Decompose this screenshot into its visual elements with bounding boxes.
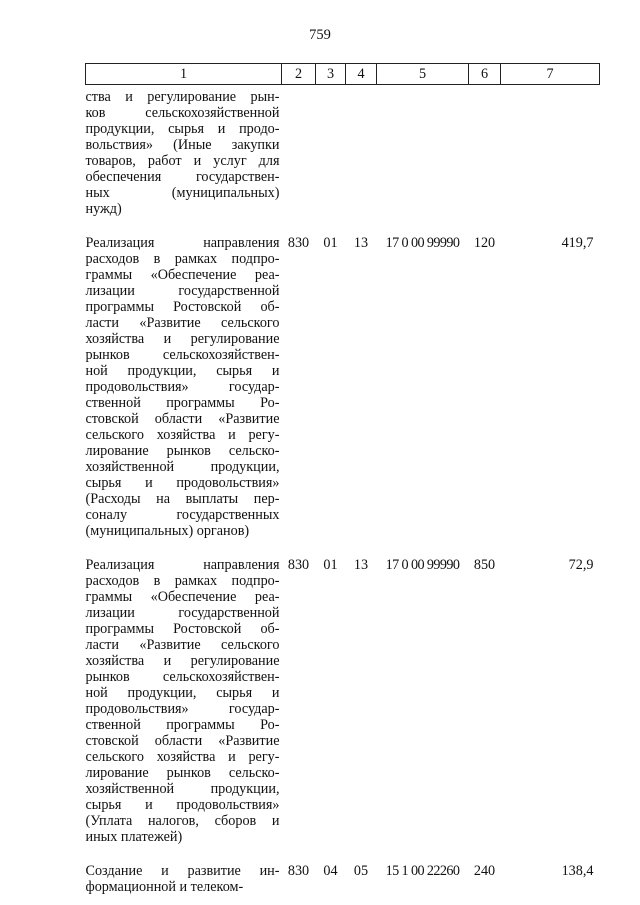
table-row xyxy=(86,227,600,549)
description-line: программы Ростовской об- xyxy=(85,621,280,637)
table-header-row xyxy=(86,64,600,85)
description-line: вольствия» (Иные закупки xyxy=(85,137,280,153)
description-line: сельского хозяйства и регу- xyxy=(85,749,280,765)
description-line: ков сельскохозяйственной xyxy=(85,105,280,121)
description-line: обеспечения государствен- xyxy=(85,169,280,185)
page-number: 759 xyxy=(309,27,331,43)
description-line: (Уплата налогов, сборов и xyxy=(85,813,280,829)
description-line: иных платежей) xyxy=(85,829,183,845)
budget-table xyxy=(85,63,600,905)
description-line: стовской области «Развитие xyxy=(85,411,280,427)
column-header-2: 2 xyxy=(282,64,316,85)
description-line: программы Ростовской об- xyxy=(85,299,280,315)
ministry-code: 830 xyxy=(287,235,310,251)
table-row-continued xyxy=(86,85,600,228)
table-row xyxy=(86,549,600,855)
description-line: Создание и развитие ин- xyxy=(85,863,280,879)
description-line: лирование рынков сельско- xyxy=(85,443,280,459)
description-line: хозяйственной продукции, xyxy=(85,781,280,797)
description-line: нужд) xyxy=(85,201,122,217)
section-code: 04 xyxy=(323,863,338,879)
description-line: продукции, сырья и продо- xyxy=(85,121,280,137)
description-line: расходов в рамках подпро- xyxy=(85,573,280,589)
section-code: 01 xyxy=(323,235,338,251)
description-line: хозяйственной продукции, xyxy=(85,459,280,475)
description-line: граммы «Обеспечение реа- xyxy=(85,267,280,283)
description-line: (муниципальных) органов) xyxy=(85,523,250,539)
amount: 138,4 xyxy=(561,863,594,879)
description-line: сырья и продовольствия» xyxy=(85,475,280,491)
ministry-code: 830 xyxy=(287,863,310,879)
description-line: продовольствия» государ- xyxy=(85,379,280,395)
expense-type-code: 120 xyxy=(473,235,496,251)
description-line: соналу государственных xyxy=(85,507,280,523)
subsection-code: 13 xyxy=(353,557,369,573)
column-header-3: 3 xyxy=(316,64,346,85)
description-line: продовольствия» государ- xyxy=(85,701,280,717)
description-line: лизации государственной xyxy=(85,605,280,621)
description-line: стовской области «Развитие xyxy=(85,733,280,749)
subsection-code: 05 xyxy=(353,863,369,879)
description-line: лизации государственной xyxy=(85,283,280,299)
column-header-1: 1 xyxy=(86,64,282,85)
description-line: Реализация направления xyxy=(85,235,280,251)
target-article-code: 17 0 00 99990 xyxy=(385,557,460,573)
expense-type-code: 850 xyxy=(473,557,496,573)
column-header-6: 6 xyxy=(469,64,501,85)
amount: 419,7 xyxy=(561,235,594,251)
amount: 72,9 xyxy=(568,557,594,573)
description-line: сельского хозяйства и регу- xyxy=(85,427,280,443)
row-description xyxy=(86,227,282,549)
description-line: ной продукции, сырья и xyxy=(85,363,280,379)
description-line: лирование рынков сельско- xyxy=(85,765,280,781)
expense-type-code: 240 xyxy=(473,863,496,879)
description-line: хозяйства и регулирование xyxy=(85,653,280,669)
description-line: (Расходы на выплаты пер- xyxy=(85,491,280,507)
description-line: граммы «Обеспечение реа- xyxy=(85,589,280,605)
description-line: хозяйства и регулирование xyxy=(85,331,280,347)
target-article-code: 15 1 00 22260 xyxy=(385,863,460,879)
description-line: ства и регулирование рын- xyxy=(85,89,280,105)
description-line: ласти «Развитие сельского xyxy=(85,637,280,653)
description-line: ственной программы Ро- xyxy=(85,395,280,411)
column-header-4: 4 xyxy=(346,64,377,85)
description-line: ной продукции, сырья и xyxy=(85,685,280,701)
description-line: сырья и продовольствия» xyxy=(85,797,280,813)
description-line: рынков сельскохозяйствен- xyxy=(85,347,280,363)
description-line: Реализация направления xyxy=(85,557,280,573)
description-line: рынков сельскохозяйствен- xyxy=(85,669,280,685)
row-description xyxy=(86,85,282,228)
ministry-code: 830 xyxy=(287,557,310,573)
description-line: ных (муниципальных) xyxy=(85,185,280,201)
subsection-code: 13 xyxy=(353,235,369,251)
description-line: формационной и телеком- xyxy=(85,879,244,895)
description-line: ласти «Развитие сельского xyxy=(85,315,280,331)
table-row xyxy=(86,855,600,905)
row-description xyxy=(86,549,282,855)
description-line: ственной программы Ро- xyxy=(85,717,280,733)
target-article-code: 17 0 00 99990 xyxy=(385,235,460,251)
column-header-7: 7 xyxy=(501,64,600,85)
row-description xyxy=(86,855,282,905)
description-line: расходов в рамках подпро- xyxy=(85,251,280,267)
column-header-5: 5 xyxy=(377,64,469,85)
section-code: 01 xyxy=(323,557,338,573)
description-line: товаров, работ и услуг для xyxy=(85,153,280,169)
